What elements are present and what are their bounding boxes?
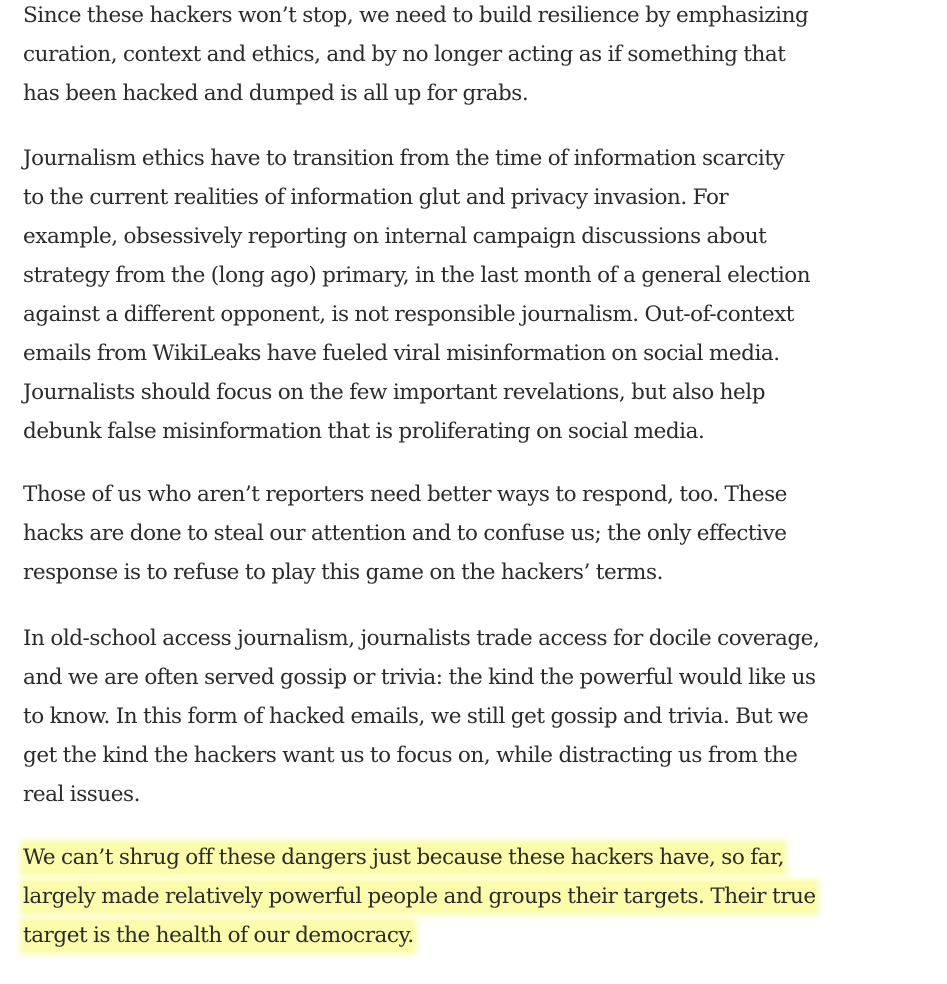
paragraph-resilience xyxy=(23,0,808,113)
text-line: and we are often served gossip or trivia: the kind the powerful would like us xyxy=(23,665,816,690)
highlighted-line xyxy=(23,916,816,955)
text-line: debunk false misinformation that is proliferating on social media. xyxy=(23,419,705,444)
text-line: In old-school access journalism, journalists trade access for docile coverage, xyxy=(23,626,820,651)
text-line: hacks are done to steal our attention and to confuse us; the only effective xyxy=(23,521,787,546)
highlighted-line xyxy=(23,877,816,916)
text-line: against a different opponent, is not responsible journalism. Out-of-context xyxy=(23,302,794,327)
text-line: strategy from the (long ago) primary, in the last month of a general election xyxy=(23,263,811,288)
text-line: example, obsessively reporting on internal campaign discussions about xyxy=(23,224,767,249)
text-line: get the kind the hackers want us to focus on, while distracting us from the xyxy=(23,743,798,768)
text-line: has been hacked and dumped is all up for grabs. xyxy=(23,81,529,106)
text-line: emails from WikiLeaks have fueled viral misinformation on social media. xyxy=(23,341,780,366)
text-line: Those of us who aren’t reporters need better ways to respond, too. These xyxy=(23,482,787,507)
text-line: to know. In this form of hacked emails, we still get gossip and trivia. But we xyxy=(23,704,809,729)
text-line: response is to refuse to play this game on the hackers’ terms. xyxy=(23,560,663,585)
paragraph-non-reporters xyxy=(23,475,787,592)
paragraph-journalism-ethics xyxy=(23,139,810,451)
highlighted-line xyxy=(23,838,816,877)
text-line: Since these hackers won’t stop, we need to build resilience by emphasizing xyxy=(23,3,809,28)
paragraph-highlighted-democracy xyxy=(23,838,816,955)
text-line: Journalism ethics have to transition from the time of information scarcity xyxy=(23,146,785,171)
highlight-mark: largely made relatively powerful people and groups their targets. Their true xyxy=(23,882,816,912)
highlight-mark: target is the health of our democracy. xyxy=(23,921,414,951)
text-line: curation, context and ethics, and by no longer acting as if something that xyxy=(23,42,786,67)
text-line: Journalists should focus on the few important revelations, but also help xyxy=(23,380,766,405)
highlight-mark: We can’t shrug off these dangers just because these hackers have, so far, xyxy=(23,843,784,873)
paragraph-access-journalism xyxy=(23,619,819,814)
text-line: real issues. xyxy=(23,782,141,807)
text-line: to the current realities of information glut and privacy invasion. For xyxy=(23,185,729,210)
